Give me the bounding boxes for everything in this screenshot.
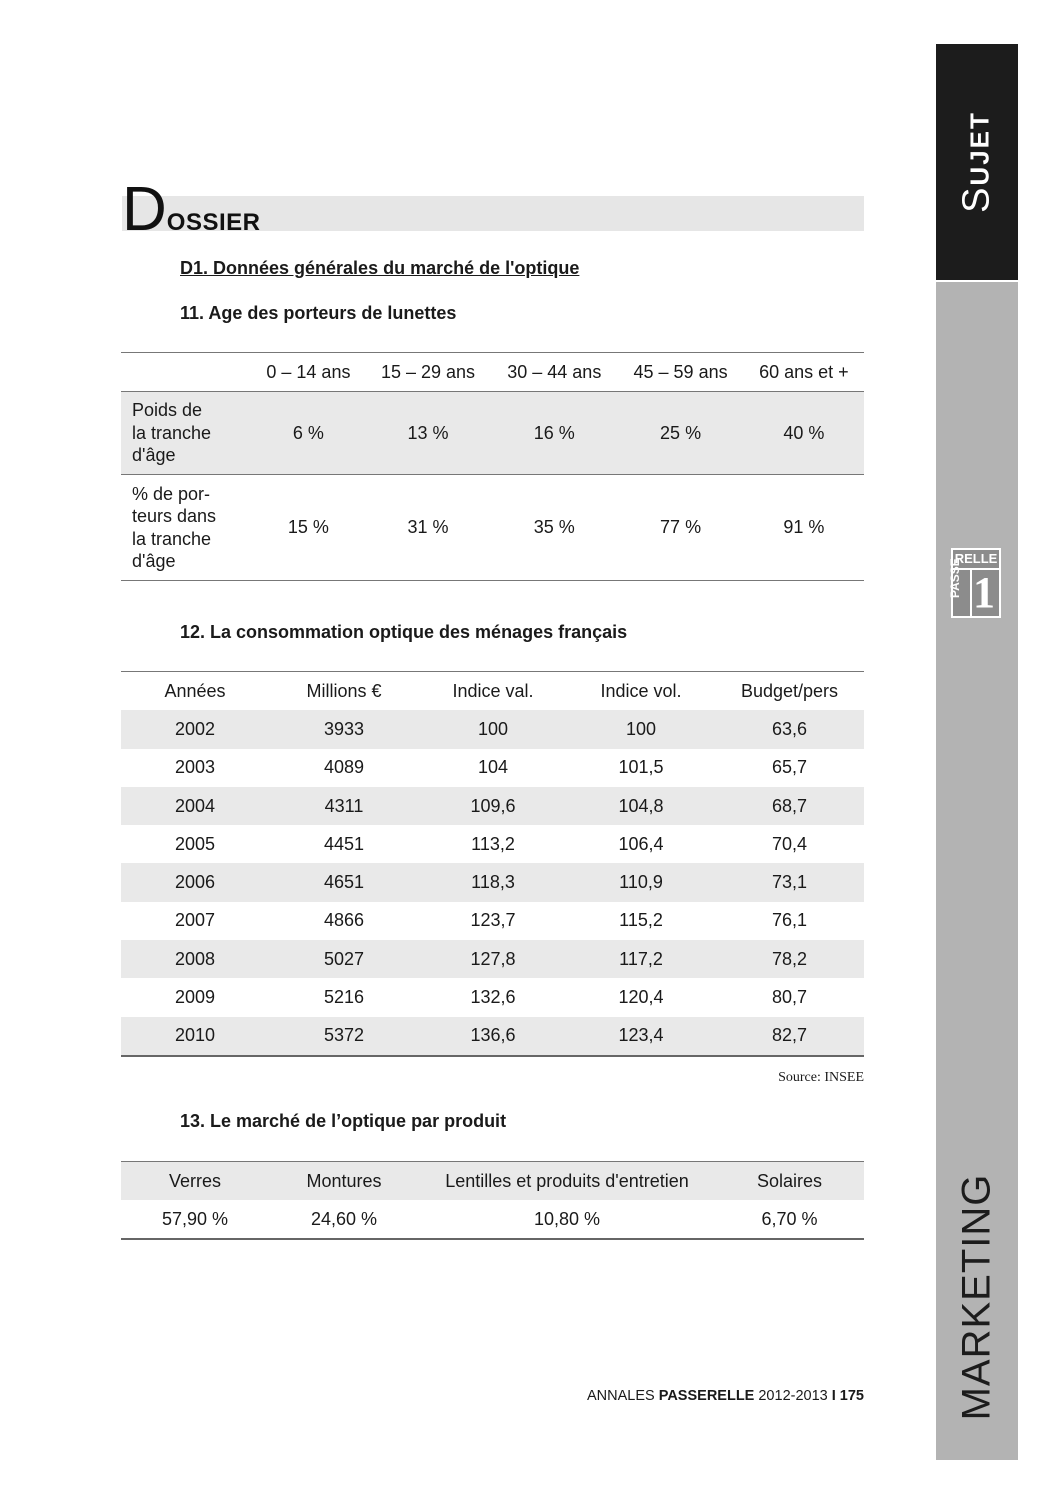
table-cell: 118,3 — [419, 863, 567, 901]
table-header-row — [121, 353, 864, 392]
table-cell: 78,2 — [715, 940, 864, 978]
consumption-table — [121, 671, 864, 1057]
page-number: I 175 — [831, 1388, 864, 1404]
column-header: Années — [164, 680, 226, 701]
column-header: Indice val. — [452, 680, 534, 701]
age-table — [121, 352, 864, 581]
table-cell: 40 % — [744, 392, 864, 475]
column-header: 0 – 14 ans — [266, 361, 351, 382]
table-row — [121, 863, 864, 901]
table-cell: 6,70 % — [761, 1208, 818, 1229]
column-header: 30 – 44 ans — [507, 361, 602, 382]
table-cell: 2008 — [121, 940, 269, 978]
table-cell: 13 % — [365, 392, 491, 475]
page-title — [122, 175, 261, 244]
table-cell: 77 % — [660, 517, 702, 537]
table-cell: 57,90 % — [161, 1208, 229, 1229]
row-label: % de por- teurs dans la tranche d'âge — [132, 483, 217, 571]
column-header: Lentilles et produits d'entretien — [419, 1162, 715, 1201]
table-cell: 127,8 — [419, 940, 567, 978]
logo-number: 1 — [973, 568, 995, 617]
table-cell: 4651 — [269, 863, 419, 901]
table-row — [121, 825, 864, 863]
table-cell: 115,2 — [619, 910, 663, 931]
table-cell: 31 % — [407, 517, 449, 537]
table-row — [121, 1200, 864, 1239]
subsection-heading: D1. Données générales du marché de l'optique — [180, 258, 580, 278]
column-header: Millions € — [306, 680, 382, 701]
table-cell: 2002 — [121, 710, 269, 748]
section-12-title: 12. La consommation optique des ménages français — [180, 622, 628, 642]
side-tab-sujet — [936, 44, 1018, 280]
table-row — [121, 940, 864, 978]
page-title-initial: D — [122, 175, 167, 244]
table-cell: 117,2 — [567, 940, 715, 978]
source-note: Source: INSEE — [778, 1070, 864, 1085]
table-cell: 82,7 — [715, 1017, 864, 1056]
table-cell: 16 % — [491, 392, 617, 475]
logo-side-text: PASSE — [948, 558, 962, 598]
table-cell: 10,80 % — [533, 1208, 601, 1229]
table-cell: 4311 — [269, 787, 419, 825]
table-cell: 6 % — [252, 392, 365, 475]
column-header: Montures — [269, 1162, 419, 1201]
table-cell: 104 — [477, 757, 509, 778]
table-row — [121, 749, 864, 787]
table-cell: 24,60 % — [310, 1208, 378, 1229]
table-cell: 104,8 — [567, 787, 715, 825]
table-row — [121, 710, 864, 748]
table-header-row — [121, 672, 864, 711]
table-cell: 2003 — [174, 757, 216, 778]
column-header: 15 – 29 ans — [380, 361, 476, 382]
table-cell: 113,2 — [471, 833, 515, 854]
table-cell: 65,7 — [771, 757, 808, 778]
column-header: Verres — [121, 1162, 269, 1201]
page-footer: ANNALES PASSERELLE 2012-2013 I 175 — [587, 1388, 864, 1404]
table-row — [121, 392, 864, 475]
table-cell: 70,4 — [771, 833, 808, 854]
table-cell: 101,5 — [618, 757, 664, 778]
side-tab-marketing-label: MARKETING — [954, 1173, 999, 1421]
table-cell: 100 — [419, 710, 567, 748]
passerelle-logo — [948, 548, 1001, 618]
table-cell: 5216 — [323, 987, 365, 1008]
table-cell: 91 % — [783, 517, 825, 537]
table-cell: 136,6 — [419, 1017, 567, 1056]
table-cell: 76,1 — [771, 910, 808, 931]
table-cell: 2005 — [174, 833, 216, 854]
product-market-table — [121, 1161, 864, 1240]
table-row — [121, 1017, 864, 1056]
table-row — [121, 787, 864, 825]
table-row — [121, 475, 864, 581]
column-header: Solaires — [715, 1162, 864, 1201]
table-cell: 35 % — [533, 517, 575, 537]
table-cell: 5372 — [269, 1017, 419, 1056]
table-cell: 15 % — [287, 517, 329, 537]
section-13-title: 13. Le marché de l’optique par produit — [180, 1111, 507, 1131]
table-cell: 109,6 — [419, 787, 567, 825]
table-cell: 3933 — [269, 710, 419, 748]
table-cell: 4089 — [323, 757, 365, 778]
table-cell: 2006 — [121, 863, 269, 901]
table-cell: 123,4 — [567, 1017, 715, 1056]
table-row — [121, 902, 864, 940]
table-cell: 5027 — [269, 940, 419, 978]
side-tab-marketing — [936, 282, 1018, 1460]
side-tab-sujet-label: SUJET — [955, 111, 998, 213]
section-11-title: 11. Age des porteurs de lunettes — [180, 303, 457, 323]
logo-top-text: RELLE — [953, 550, 999, 570]
table-cell: 2007 — [174, 910, 216, 931]
column-header: Budget/pers — [740, 680, 839, 701]
table-cell: 73,1 — [715, 863, 864, 901]
row-label: Poids de la tranche d'âge — [121, 392, 252, 475]
column-header: Indice vol. — [600, 680, 682, 701]
table-cell: 110,9 — [567, 863, 715, 901]
table-cell: 2004 — [121, 787, 269, 825]
column-header: 60 ans et + — [759, 361, 849, 382]
table-cell: 80,7 — [771, 987, 808, 1008]
table-cell: 123,7 — [470, 910, 516, 931]
table-row — [121, 978, 864, 1016]
table-cell: 2010 — [121, 1017, 269, 1056]
table-cell: 100 — [567, 710, 715, 748]
table-cell: 132,6 — [470, 987, 516, 1008]
table-cell: 68,7 — [715, 787, 864, 825]
column-header — [121, 353, 252, 392]
table-cell: 106,4 — [618, 833, 664, 854]
table-cell: 63,6 — [715, 710, 864, 748]
table-cell: 120,4 — [618, 987, 664, 1008]
column-header: 45 – 59 ans — [633, 361, 728, 382]
table-cell: 4866 — [323, 910, 365, 931]
table-cell: 2009 — [174, 987, 216, 1008]
page-title-rest: OSSIER — [166, 209, 261, 236]
table-cell: 25 % — [617, 392, 743, 475]
table-cell: 4451 — [323, 833, 365, 854]
table-header-row — [121, 1162, 864, 1201]
